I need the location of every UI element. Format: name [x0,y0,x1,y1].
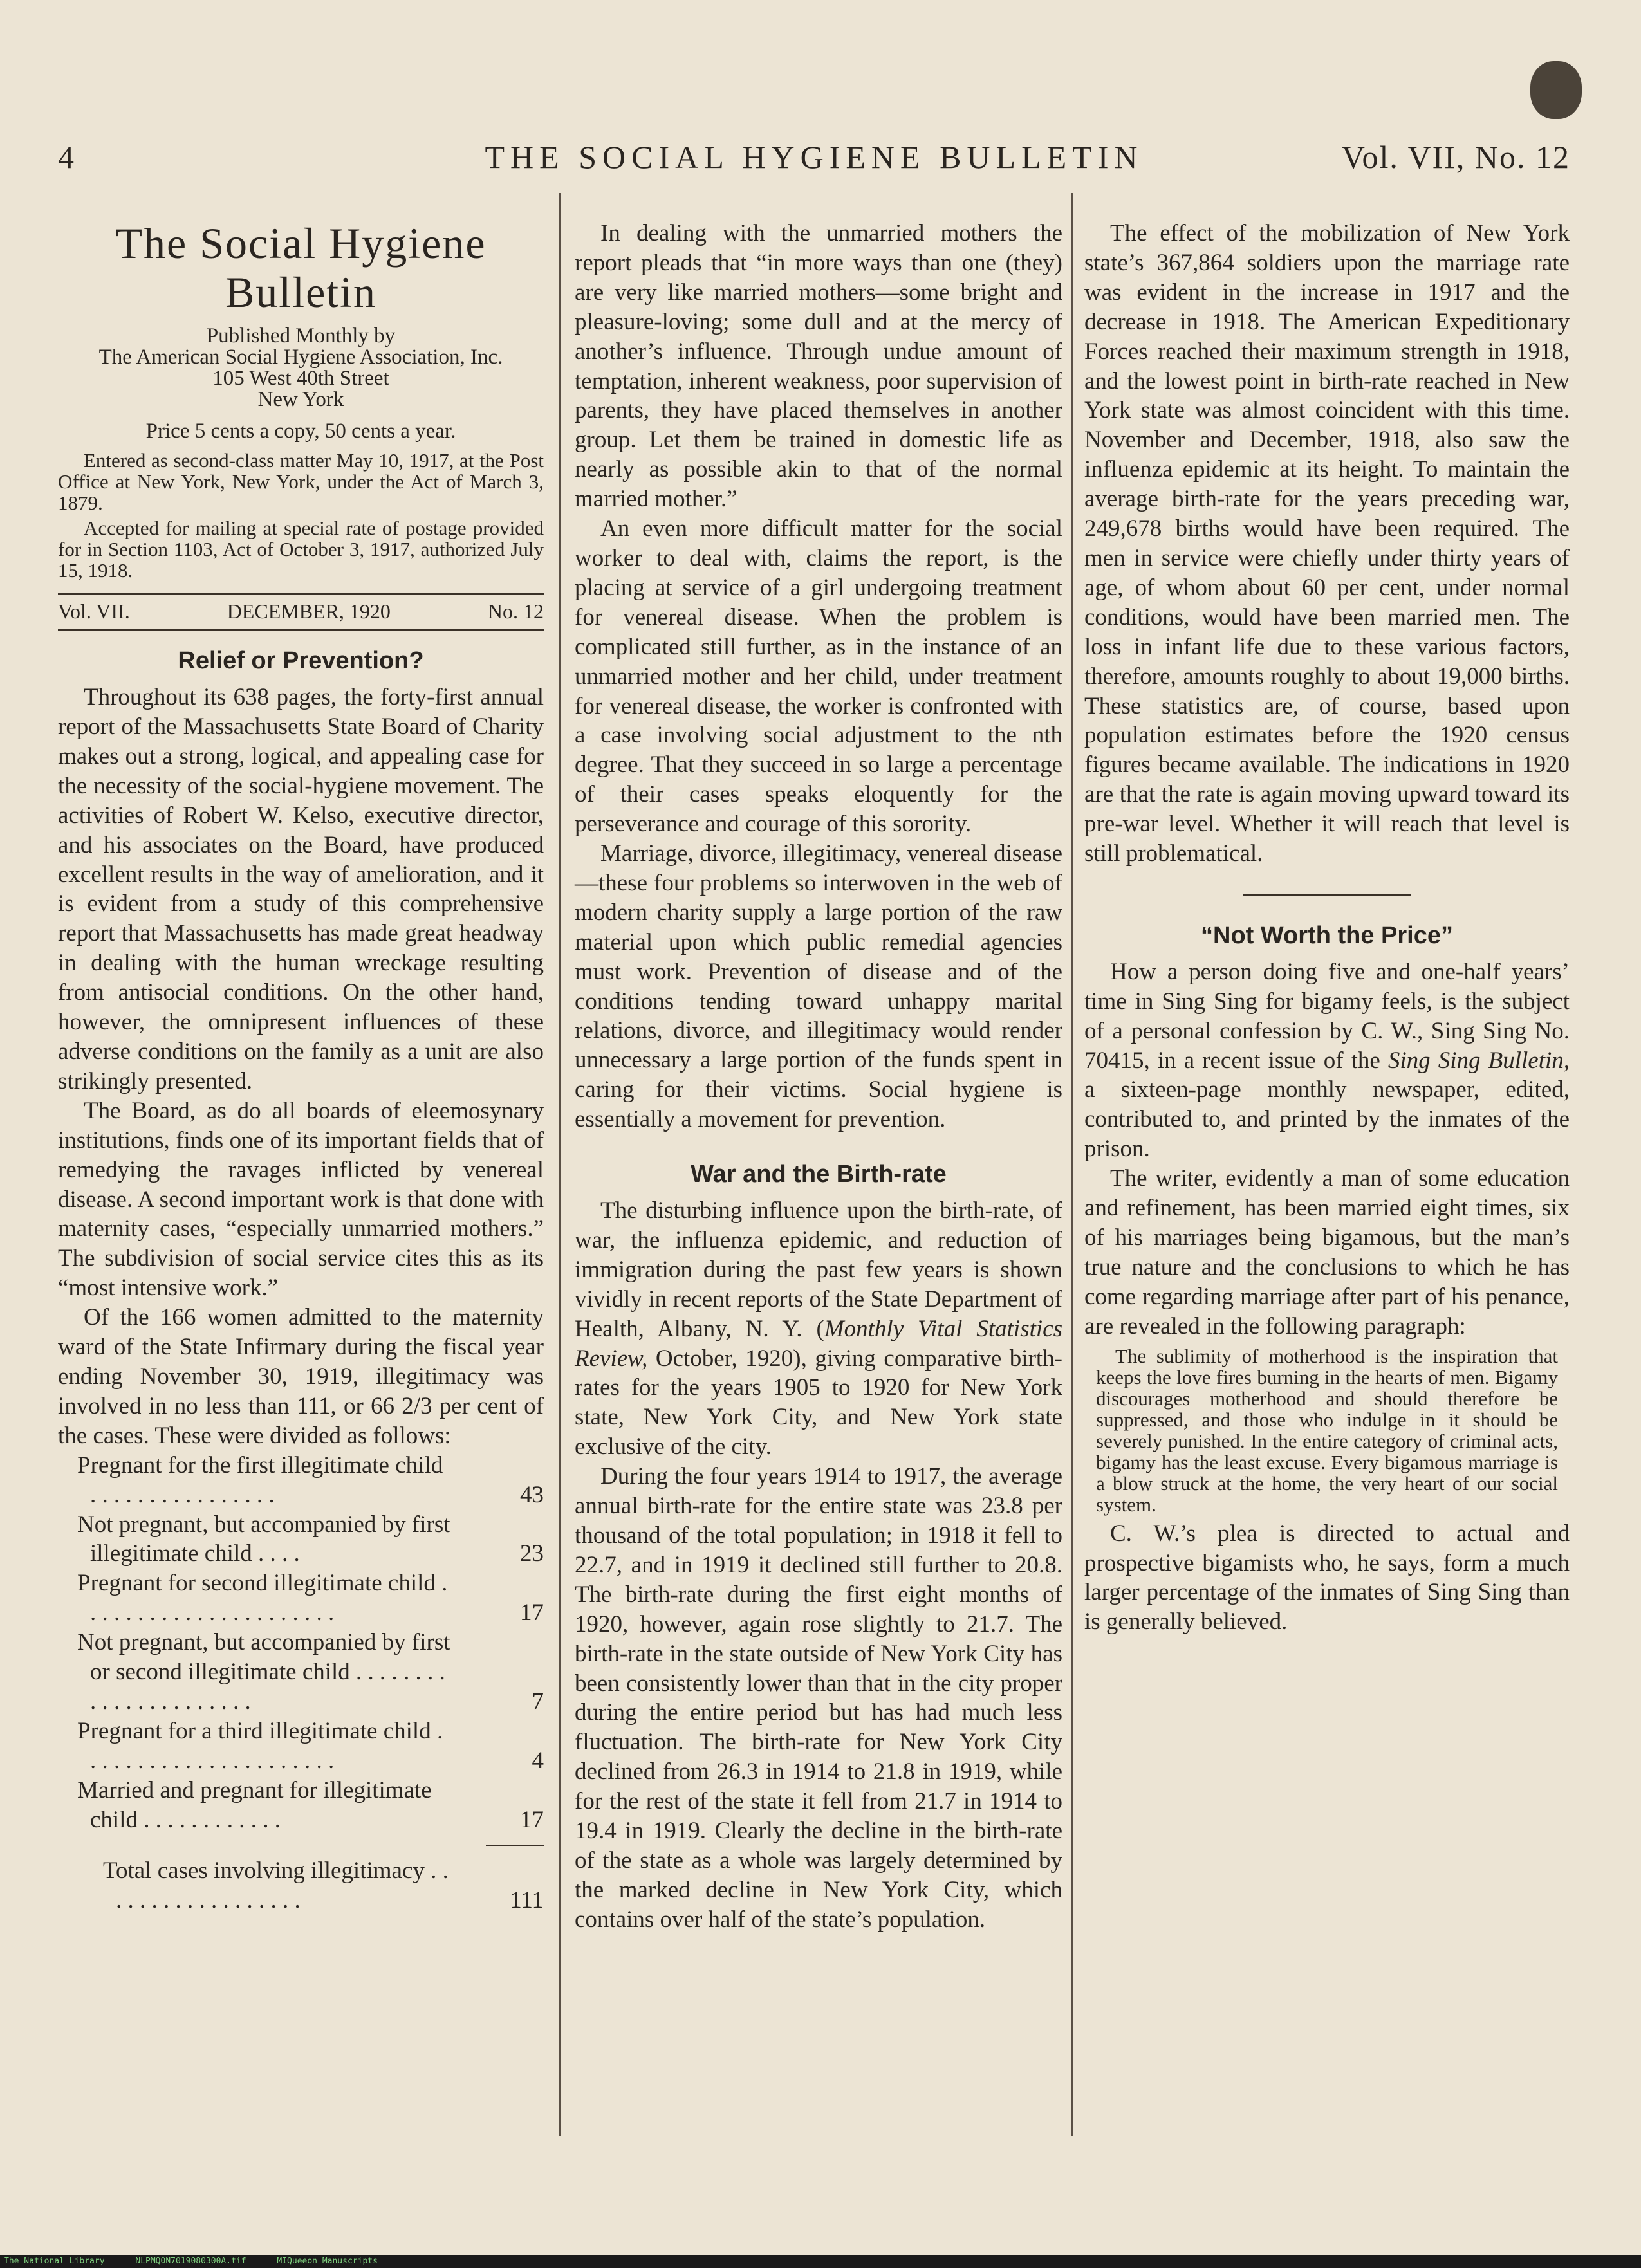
masthead-publisher: The American Social Hygiene Association, Inc. [98,346,503,369]
total-label: Total cases involving illegitimacy . . . . . . . . . . . . . . . . . . [103,1858,449,1914]
dateline [58,593,544,631]
case-label: Married and pregnant for illegitimate child . . . . . . . . . . . . [77,1776,432,1833]
block-quote: The sublimity of motherhood is the inspiration that keeps the love fires burning in the hearts of men. Bigamy discourages motherhood and should therefore be suppressed, and those who indulge in it should be severely punished. In the entire category of criminal acts, bigamy has the least excuse. Every bigamous marriage is a blow struck at the home, the very heart of our social system. [1096,1344,1558,1516]
article2-paragraph [575,1196,1062,1462]
masthead-title-line2: Bulletin [225,268,377,317]
masthead-address2: New York [257,388,344,412]
case-row [58,1510,544,1569]
running-title: THE SOCIAL HYGIENE BULLETIN [485,139,1144,175]
case-count: 4 [532,1747,544,1774]
dateline-no: No. 12 [487,600,544,623]
masthead-title-line1: The Social Hygiene [115,219,487,268]
case-label: Pregnant for a third illegitimate child . . . . . . . . . . . . . . . . . . . . . . [77,1717,443,1774]
article1-paragraph: The Board, as do all boards of eleemosynary institutions, finds one of its important fields that of remedying the ravages inflicted by venereal disease. A second important work is that done with maternity cases, “especially unmarried mothers.” The subdivision of social service cites this as its “most intensive work.” [58,1097,544,1302]
article3-paragraph [1084,957,1570,1164]
masthead-entry: Entered as second-class matter May 10, 1917, at the Post Office at New York, New York, under the Act of March 3, 1879. [58,449,544,515]
masthead-mailing: Accepted for mailing at special rate of postage provided for in Section 1103, Act of October 3, 1917, authorized July 15, 1918. [58,517,544,582]
article1-paragraph: An even more difficult matter for the social worker to deal with, claims the report, is the placing at service of a girl undergoing treatment for venereal disease. When the problem is complicated still further, as in the instance of an unmarried mother and her child, under treatment for venereal disease, the worker is confronted with a case involving social adjustment to the nth degree. That they succeed in so large a percentage of their cases speaks eloquently for the perseverance and courage of this sorority. [575,515,1062,838]
case-label: Not pregnant, but accompanied by first or second illegitimate child . . . . . . . . . . . . . . . . . . . . . . [77,1629,450,1715]
case-count: 17 [520,1600,544,1627]
article1-paragraph: Of the 166 women admitted to the maternity ward of the State Infirmary during the fiscal year ending November 30, 1919, illegitimacy was involved in no less than 111, or 66 2/3 per cent of the cases. These were divided as follows: [58,1304,544,1449]
footer-collection: MIQueeon Manuscripts [277,2256,378,2266]
column-3 [1084,219,1570,1637]
issue-volume: Vol. VII, No. 12 [1341,139,1570,175]
publication-title: Monthly Vital Statistics Review, [575,1315,1062,1372]
footer-file: NLPMQ0N7019080300A.tif [135,2256,246,2266]
masthead [58,219,544,442]
scan-footer [0,2255,1641,2268]
case-count: 43 [520,1481,544,1508]
masthead-address1: 105 West 40th Street [212,367,389,391]
article3-text: How a person doing five and one-half years’ time in Sing Sing for bigamy feels, is the subject of a personal confession by C. W., Sing Sing No. 70415, in a recent issue of the [1084,958,1570,1074]
article1-paragraph: Marriage, divorce, illegitimacy, venereal disease—these four problems so interwoven in the web of modern charity supply a large portion of the raw material upon which public remedial agencies must work. Prevention of disease and of the conditions tending toward unhappy marital relations, divorce, and illegitimacy would render unnecessary a large portion of the funds spent in caring for their victims. Social hygiene is essentially a movement for prevention. [575,840,1062,1133]
case-label: Pregnant for second illegitimate child . . . . . . . . . . . . . . . . . . . . . . [77,1570,448,1627]
case-row [58,1628,544,1717]
case-row [58,1776,544,1835]
column-rule-2 [1071,193,1073,2136]
ink-blot [1530,61,1582,119]
total-count: 111 [510,1887,544,1914]
article2-paragraph: The effect of the mobilization of New York state’s 367,864 soldiers upon the marriage rate was evident in the increase in 1917 and the decrease in 1918. The American Expeditionary Forces reached their maximum strength in 1918, and the lowest point in birth-rate reached in New York state was almost coincident with this time. November and December, 1918, also saw the influenza epidemic at its height. To maintain the average birth-rate for the years preceding war, 249,678 births would have been required. The men in service were chiefly under thirty years of age, of whom about 60 per cent, under normal conditions, would have been married men. The loss in infant life due to these various factors, therefore, amounts roughly to about 19,000 births. These statistics are, of course, based upon population estimates before the 1920 census figures became available. The indications in 1920 are that the rate is again moving upward toward its pre-war level. Whether it will reach that level is still problematical. [1084,220,1570,867]
case-list [58,1451,544,1916]
section-rule [1243,894,1411,896]
case-row [58,1451,544,1510]
case-row [58,1569,544,1628]
article1-paragraph: In dealing with the unmarried mothers the report pleads that “in more ways than one (they) are very like married mothers—some bright and pleasure-loving; some dull and at the mercy of another’s influence. Through undue amount of temptation, inherent weakness, poor supervision of parents, they have placed themselves in another group. Let them be trained in domestic life as nearly as possible akin to that of the normal married mother.” [575,220,1062,513]
article1-heading: Relief or Prevention? [178,647,424,675]
case-total-row [58,1856,544,1915]
article3-text: a sixteen-page monthly newspaper, edited, contributed to, and printed by the inmates of the prison. [1084,1076,1570,1163]
article1-paragraph: Throughout its 638 pages, the forty-first annual report of the Massachusetts State Board of Charity makes out a strong, logical, and appealing case for the necessity of the social-hygiene movement. The activities of Robert W. Kelso, executive director, and his associates on the Board, have produced excellent results in the way of amelioration, and it is evident from a study of this comprehensive report that Massachusetts has made great headway in dealing with the human wreckage resulting from antisocial conditions. On the other hand, however, the omnipresent influences of these adverse conditions on the family as a unit are also strikingly presented. [58,684,544,1094]
case-label: Pregnant for the first illegitimate child . . . . . . . . . . . . . . . . [77,1452,443,1508]
article3-paragraph: The writer, evidently a man of some education and refinement, has been married eight times, six of his marriages being bigamous, but the man’s true nature and the conclusions to which he has come regarding marriage after part of his penance, are revealed in the following paragraph: [1084,1165,1570,1340]
case-label: Not pregnant, but accompanied by first illegitimate child . . . . [77,1511,450,1567]
masthead-published: Published Monthly by [206,324,396,348]
case-count: 23 [520,1540,544,1567]
column-2 [575,219,1062,1935]
column-1 [58,219,544,1915]
article2-text: October, 1920), giving comparative birth-rates for the years 1905 to 1920 for New York state, New York City, and New York state exclusive of the city. [575,1345,1062,1461]
running-header [58,138,1570,183]
case-count: 7 [532,1688,544,1715]
dateline-vol: Vol. VII. [58,600,130,623]
column-rule-1 [559,193,561,2136]
publication-title: Sing Sing Bulletin, [1387,1047,1570,1074]
article3-heading: “Not Worth the Price” [1201,921,1453,949]
article3-paragraph: C. W.’s plea is directed to actual and prospective bigamists who, he says, form a much larger percentage of the inmates of Sing Sing than is generally believed. [1084,1520,1570,1636]
total-rule [486,1845,544,1846]
case-row [58,1717,544,1776]
article2-paragraph: During the four years 1914 to 1917, the average annual birth-rate for the entire state was 23.8 per thousand of the total population; in 1918 it fell to 22.7, and in 1919 it declined still further to 20.8. The birth-rate during the first eight months of 1920, however, again rose slightly to 21.7. The birth-rate in the state outside of New York City has been consistently lower than that in the city proper during the entire period but has had much less fluctuation. The birth-rate for New York City declined from 26.3 in 1914 to 21.8 in 1919, while for the rest of the state it fell from 21.7 in 1914 to 19.4 in 1919. Clearly the decline in the birth-rate of the state as a whole was largely determined by the marked decline in New York City, which contains over half of the state’s population. [575,1463,1062,1933]
article2-heading: War and the Birth-rate [691,1161,947,1188]
case-count: 17 [520,1806,544,1833]
article2-text: The disturbing influence upon the birth-rate, of war, the influenza epidemic, and reduction of immigration during the past few years is shown vividly in recent reports of the State Department of Health, Albany, N. Y. ( [575,1197,1062,1342]
footer-library: The National Library [4,2256,105,2266]
page-number: 4 [58,139,75,175]
dateline-date: DECEMBER, 1920 [227,600,391,623]
masthead-price: Price 5 cents a copy, 50 cents a year. [145,419,456,443]
